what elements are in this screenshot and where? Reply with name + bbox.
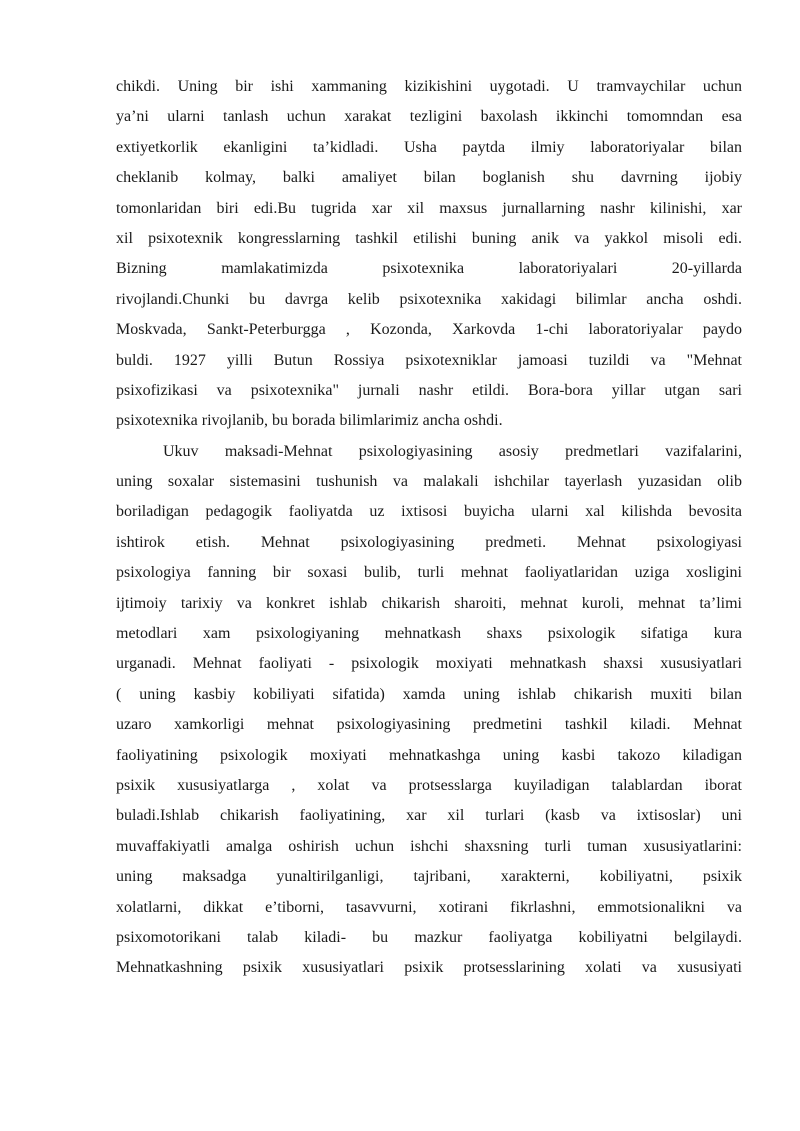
text-line: ijtimoiy tarixiy va konkret ishlab chikarish sharoiti, mehnat kuroli, mehnat ta’limi [116,594,742,612]
text-line: Moskvada, Sankt-Peterburgga , Kozonda, Xarkovda 1-chi laboratoriyalar paydo [116,321,742,339]
text-line: metodlari xam psixologiyaning mehnatkash shaxs psixologik sifatiga kura [116,625,742,643]
text-line: chikdi. Uning bir ishi xammaning kizikishini uygotadi. U tramvaychilar uchun [116,78,742,95]
paragraph [116,72,742,437]
text-line: boriladigan pedagogik faoliyatda uz ixtisosi buyicha ularni xal kilishda bevosita [116,503,742,521]
text-line: buladi.Ishlab chikarish faoliyatining, xar xil turlari (kasb va ixtisoslar) uni [116,807,742,825]
text-line: tomonlaridan biri edi.Bu tugrida xar xil maxsus jurnallarning nashr kilinishi, xar [116,199,742,217]
text-line: xolatlarni, dikkat e’tiborni, tasavvurni, xotirani fikrlashni, emmotsionalikni va [116,898,742,916]
text-line: ishtirok etish. Mehnat psixologiyasining predmeti. Mehnat psixologiyasi [116,533,742,551]
text-line: extiyetkorlik ekanligini ta’kidladi. Usha paytda ilmiy laboratoriyalar bilan [116,138,742,156]
text-line: rivojlandi.Chunki bu davrga kelib psixotexnika xakidagi bilimlar ancha oshdi. [116,290,742,308]
text-line: uning maksadga yunaltirilganligi, tajribani, xarakterni, kobiliyatni, psixik [116,868,742,886]
text-line: psixologiya fanning bir soxasi bulib, turli mehnat faoliyatlaridan uziga xosligini [116,564,742,582]
text-line: ya’ni ularni tanlash uchun xarakat tezligini baxolash ikkinchi tomomndan esa [116,108,742,126]
text-line: Bizning mamlakatimizda psixotexnika laboratoriyalari 20-yillarda [116,260,742,278]
text-line: ( uning kasbiy kobiliyati sifatida) xamda uning ishlab chikarish muxiti bilan [116,685,742,703]
text-line: psixik xususiyatlarga , xolat va protsesslarga kuyiladigan talablardan iborat [116,776,742,794]
text-line: uzaro xamkorligi mehnat psixologiyasining predmetini tashkil kiladi. Mehnat [116,716,742,734]
text-line: Ukuv maksadi-Mehnat psixologiyasining asosiy predmetlari vazifalarini, [163,442,742,460]
text-line: Mehnatkashning psixik xususiyatlari psixik protsesslarining xolati va xususiyati [116,959,742,977]
text-line: muvaffakiyatli amalga oshirish uchun ishchi shaxsning turli tuman xususiyatlarini: [116,837,742,855]
text-line: cheklanib kolmay, balki amaliyet bilan boglanish shu davrning ijobiy [116,169,742,187]
text-line: psixomotorikani talab kiladi- bu mazkur faoliyatga kobiliyatni belgilaydi. [116,928,742,946]
text-line: xil psixotexnik kongresslarning tashkil etilishi buning anik va yakkol misoli edi. [116,229,742,247]
text-line: urganadi. Mehnat faoliyati - psixologik moxiyati mehnatkash shaxsi xususiyatlari [116,655,742,673]
paragraph [116,437,742,984]
text-line: buldi. 1927 yilli Butun Rossiya psixotexniklar jamoasi tuzildi va "Mehnat [116,351,742,369]
text-line: faoliyatining psixologik moxiyati mehnatkashga uning kasbi takozo kiladigan [116,746,742,764]
text-line: uning soxalar sistemasini tushunish va malakali ishchilar tayerlash yuzasidan olib [116,473,742,491]
body-text [116,72,742,984]
text-line: psixotexnika rivojlanib, bu borada bilimlarimiz ancha oshdi. [116,412,503,430]
text-line: psixofizikasi va psixotexnika" jurnali nashr etildi. Bora-bora yillar utgan sari [116,381,742,399]
